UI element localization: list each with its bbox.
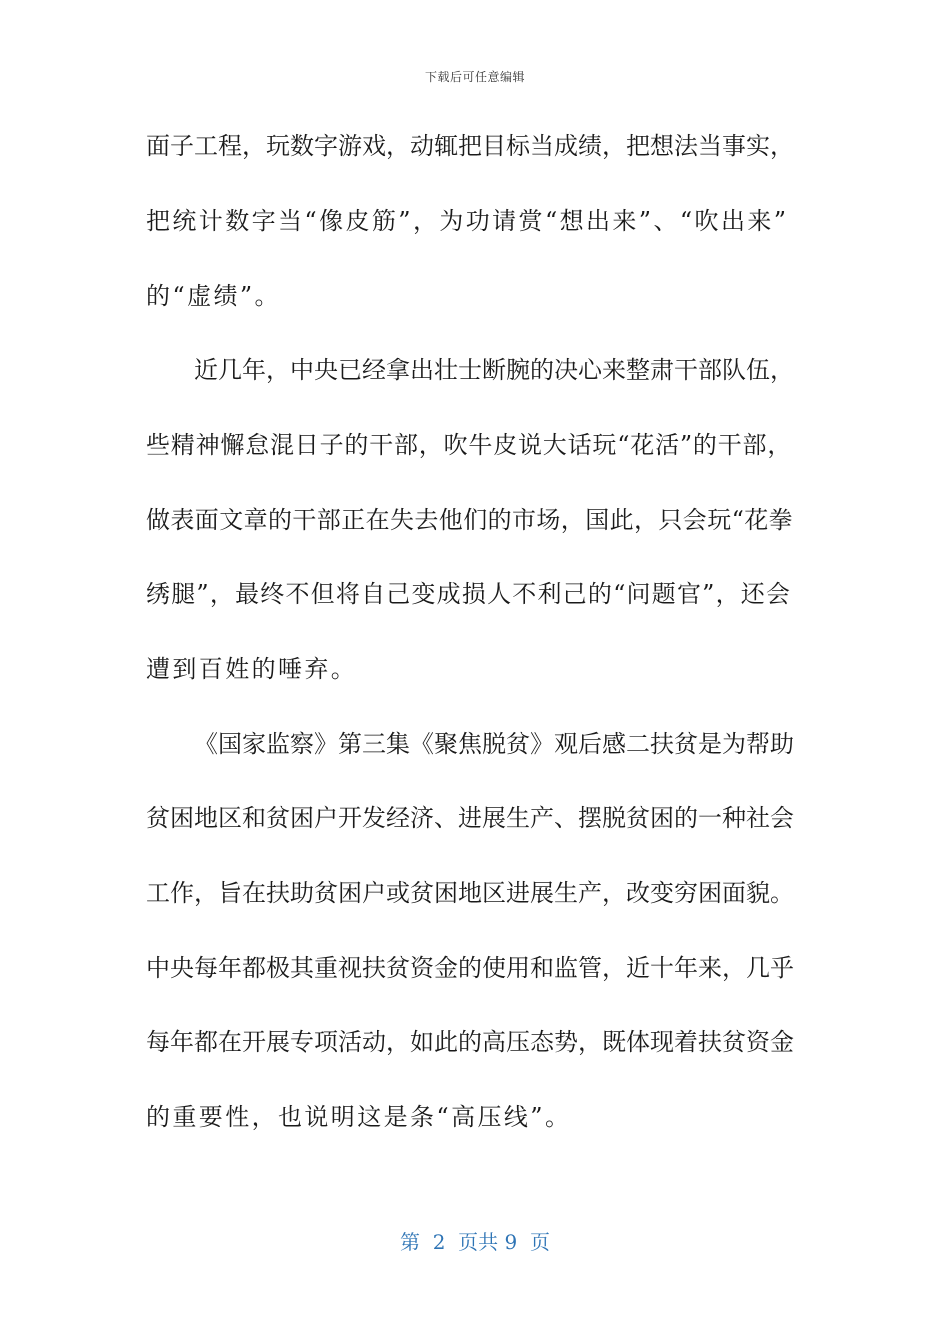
text-line: 面子工程，玩数字游戏，动辄把目标当成绩，把想法当事实， <box>146 132 794 160</box>
paragraph-first-line: 近几年，中央已经拿出壮士断腕的决心来整肃干部队伍， <box>194 356 794 384</box>
text-line: 每年都在开展专项活动，如此的高压态势，既体现着扶贫资金 <box>146 1028 794 1056</box>
paragraph-first-line: 《国家监察》第三集《聚焦脱贫》观后感二扶贫是为帮助 <box>194 730 794 758</box>
text-line: 的“虚绩”。 <box>146 282 281 310</box>
text-line: 贫困地区和贫困户开发经济、进展生产、摆脱贫困的一种社会 <box>146 804 794 832</box>
text-line: 遭到百姓的唾弃。 <box>146 655 358 683</box>
text-line: 绣腿”，最终不但将自己变成损人不利己的“问题官”，还会 <box>146 580 792 608</box>
text-line: 的重要性，也说明这是条“高压线”。 <box>146 1103 572 1131</box>
text-line: 中央每年都极其重视扶贫资金的使用和监管，近十年来，几乎 <box>146 954 794 982</box>
text-line: 把统计数字当“像皮筋”，为功请赏“想出来”、“吹出来” <box>146 207 789 235</box>
text-line: 做表面文章的干部正在失去他们的市场，国此，只会玩“花拳 <box>146 506 794 534</box>
text-line: 些精神懈怠混日子的干部，吹牛皮说大话玩“花活”的干部， <box>146 431 793 459</box>
page-number: 第 2 页共 9 页 <box>400 1230 550 1254</box>
page-header: 下载后可任意编辑 <box>424 70 525 84</box>
text-line: 工作，旨在扶助贫困户或贫困地区进展生产，改变穷困面貌。 <box>146 879 794 907</box>
